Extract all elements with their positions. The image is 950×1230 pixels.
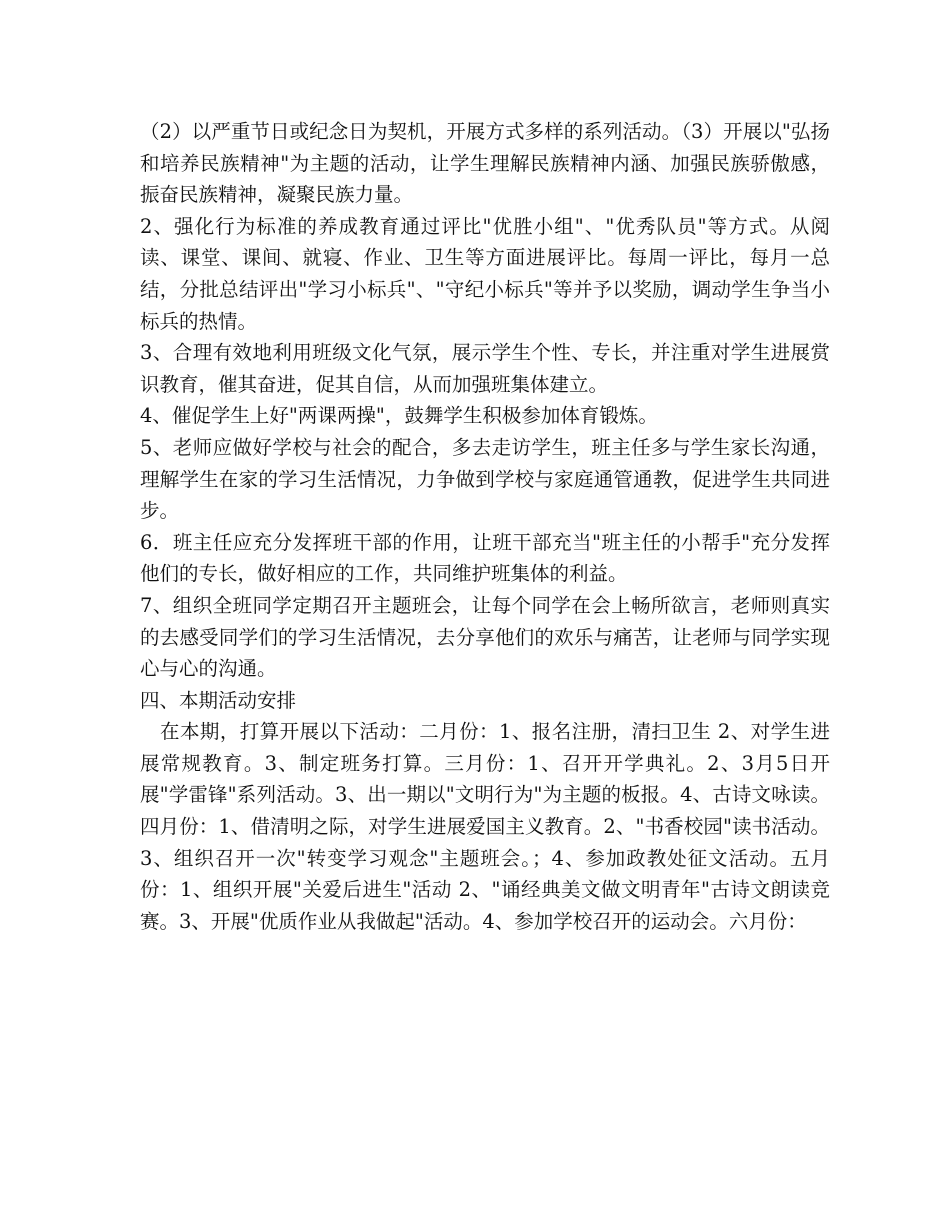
paragraph-home-school: 5、老师应做好学校与社会的配合，多去走访学生，班主任多与学生家长沟通，理解学生在家的学习生活情况，力争做到学校与家庭通管通教，促进学生共同进步。 bbox=[140, 435, 830, 523]
paragraph-class-meeting: 7、组织全班同学定期召开主题班会，让每个同学在会上畅所欲言，老师则真实的去感受同学们的学习生活情况，去分享他们的欢乐与痛苦，让老师与同学实现心与心的沟通。 bbox=[140, 593, 830, 681]
paragraph-behavior-standards: 2、强化行为标准的养成教育通过评比"优胜小组"、"优秀队员"等方式。从阅读、课堂、课间、就寝、作业、卫生等方面进展评比。每周一评比，每月一总结，分批总结评出"学习小标兵"、"守纪小标兵"等并予以奖励，调动学生争当小标兵的热情。 bbox=[140, 214, 830, 333]
paragraph-class-culture: 3、合理有效地利用班级文化气氛，展示学生个性、专长，并注重对学生进展赏识教育，催其奋进，促其自信，从而加强班集体建立。 bbox=[140, 341, 830, 396]
paragraph-monthly-activities: 在本期，打算开展以下活动：二月份：1、报名注册，清扫卫生 2、对学生进展常规教育。3、制定班务打算。三月份：1、召开开学典礼。2、3月5日开展"学雷锋"系列活动。3、出一期以"文明行为"为主题的板报。4、古诗文咏读。四月份：1、借清明之际，对学生进展爱国主义教育。2、"书香校园"读书活动。3、组织召开一次"转变学习观念"主题班会。；4、参加政教处征文活动。五月份：1、组织开展"关爱后进生"活动 2、"诵经典美文做文明青年"古诗文朗读竞赛。3、开展"优质作业从我做起"活动。4、参加学校召开的运动会。六月份： bbox=[140, 720, 830, 933]
section-heading-activity-plan: 四、本期活动安排 bbox=[140, 688, 297, 712]
paragraph-exercise: 4、催促学生上好"两课两操"，鼓舞学生积极参加体育锻炼。 bbox=[140, 404, 658, 428]
paragraph-festival-activities: （2）以严重节日或纪念日为契机，开展方式多样的系列活动。（3）开展以"弘扬和培养民族精神"为主题的活动，让学生理解民族精神内涵、加强民族骄傲感，振奋民族精神，凝聚民族力量。 bbox=[140, 120, 830, 207]
document-page bbox=[140, 116, 830, 937]
paragraph-class-cadres: 6．班主任应充分发挥班干部的作用，让班干部充当"班主任的小帮手"充分发挥他们的专长，做好相应的工作，共同维护班集体的利益。 bbox=[140, 530, 830, 586]
